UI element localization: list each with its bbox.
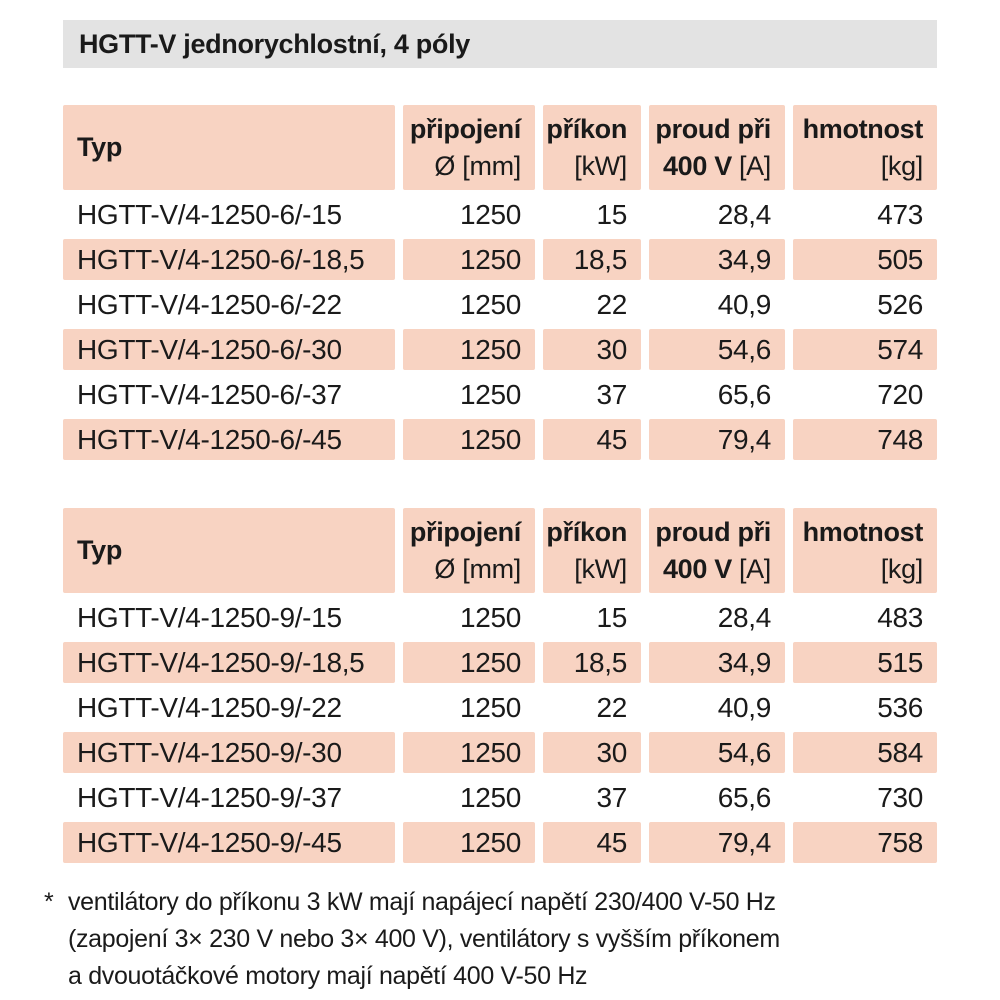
column-header-line1: hmotnost <box>802 113 923 144</box>
cell-current: 28,4 <box>717 602 771 633</box>
column-header-weight <box>793 105 937 190</box>
cell-diameter: 1250 <box>403 642 535 683</box>
cell-current: 34,9 <box>649 642 785 683</box>
column-header-line2: 400 V [A] <box>662 553 771 584</box>
column-header-line1: hmotnost <box>802 516 923 547</box>
cell-diameter: 1250 <box>459 379 521 410</box>
cell-diameter: 1250 <box>403 732 535 773</box>
column-header-line1: připojení <box>409 516 521 547</box>
cell-weight: 515 <box>793 642 937 683</box>
column-header-line1: proud při <box>655 113 771 144</box>
cell-diameter: 1250 <box>459 289 521 320</box>
cell-typ: HGTT-V/4-1250-6/-30 <box>63 329 395 370</box>
cell-current: 28,4 <box>717 199 771 230</box>
cell-weight: 483 <box>877 602 923 633</box>
column-header-line2: Ø [mm] <box>434 553 521 584</box>
cell-weight: 473 <box>877 199 923 230</box>
cell-power: 30 <box>543 732 641 773</box>
column-header-power <box>543 508 641 593</box>
footnote-line: a dvouotáčkové motory mají napětí 400 V-50 Hz <box>68 962 588 990</box>
cell-typ: HGTT-V/4-1250-6/-37 <box>77 379 342 410</box>
column-header-typ: Typ <box>63 105 395 190</box>
cell-diameter: 1250 <box>403 419 535 460</box>
cell-diameter: 1250 <box>403 329 535 370</box>
column-header-line1: příkon <box>546 113 627 144</box>
cell-weight: 536 <box>877 692 923 723</box>
cell-diameter: 1250 <box>459 602 521 633</box>
cell-power: 45 <box>543 419 641 460</box>
cell-typ: HGTT-V/4-1250-6/-18,5 <box>63 239 395 280</box>
cell-weight: 748 <box>793 419 937 460</box>
cell-power: 22 <box>596 289 627 320</box>
cell-weight: 574 <box>793 329 937 370</box>
column-header-line2: [kW] <box>574 150 627 181</box>
column-header-line2: [kW] <box>574 553 627 584</box>
column-header-line2: [kg] <box>880 150 923 181</box>
cell-diameter: 1250 <box>459 782 521 813</box>
page-title-bar <box>63 20 937 68</box>
page-title: HGTT-V jednorychlostní, 4 póly <box>79 28 470 59</box>
cell-weight: 584 <box>793 732 937 773</box>
cell-current: 40,9 <box>717 289 771 320</box>
spec-table-hgtt-v-1250-6 <box>63 105 937 460</box>
footnote-asterisk: * <box>44 888 54 916</box>
column-header-line1: proud při <box>655 516 771 547</box>
cell-diameter: 1250 <box>459 692 521 723</box>
cell-current: 34,9 <box>649 239 785 280</box>
cell-weight: 730 <box>877 782 923 813</box>
cell-power: 37 <box>596 782 627 813</box>
column-header-line2: [kg] <box>880 553 923 584</box>
cell-weight: 505 <box>793 239 937 280</box>
cell-typ: HGTT-V/4-1250-6/-15 <box>77 199 342 230</box>
cell-typ: HGTT-V/4-1250-9/-18,5 <box>63 642 395 683</box>
footnote <box>44 884 954 995</box>
column-header-line2: 400 V [A] <box>662 150 771 181</box>
column-header-line1: příkon <box>546 516 627 547</box>
cell-typ: HGTT-V/4-1250-9/-45 <box>63 822 395 863</box>
footnote-line: (zapojení 3× 230 V nebo 3× 400 V), ventilátory s vyšším příkonem <box>68 925 780 953</box>
column-header-connection-diameter <box>403 105 535 190</box>
column-header-line1: připojení <box>409 113 521 144</box>
cell-power: 18,5 <box>543 239 641 280</box>
cell-power: 45 <box>543 822 641 863</box>
cell-current: 65,6 <box>717 379 771 410</box>
cell-power: 15 <box>596 602 627 633</box>
cell-power: 37 <box>596 379 627 410</box>
cell-power: 15 <box>596 199 627 230</box>
cell-weight: 758 <box>793 822 937 863</box>
column-header-current-400v <box>649 105 785 190</box>
cell-typ: HGTT-V/4-1250-9/-30 <box>63 732 395 773</box>
cell-power: 18,5 <box>543 642 641 683</box>
column-header-current-400v <box>649 508 785 593</box>
cell-current: 54,6 <box>649 732 785 773</box>
cell-typ: HGTT-V/4-1250-6/-22 <box>77 289 342 320</box>
cell-current: 40,9 <box>717 692 771 723</box>
cell-current: 79,4 <box>649 822 785 863</box>
column-header-power <box>543 105 641 190</box>
column-header-connection-diameter <box>403 508 535 593</box>
cell-typ: HGTT-V/4-1250-9/-37 <box>77 782 342 813</box>
column-header-weight <box>793 508 937 593</box>
cell-diameter: 1250 <box>459 199 521 230</box>
column-header-line2: Ø [mm] <box>434 150 521 181</box>
cell-typ: HGTT-V/4-1250-9/-15 <box>77 602 342 633</box>
cell-current: 54,6 <box>649 329 785 370</box>
spec-table-hgtt-v-1250-9 <box>63 508 937 863</box>
cell-power: 30 <box>543 329 641 370</box>
cell-typ: HGTT-V/4-1250-9/-22 <box>77 692 342 723</box>
cell-power: 22 <box>596 692 627 723</box>
cell-diameter: 1250 <box>403 822 535 863</box>
cell-weight: 720 <box>877 379 923 410</box>
cell-diameter: 1250 <box>403 239 535 280</box>
cell-current: 79,4 <box>649 419 785 460</box>
cell-typ: HGTT-V/4-1250-6/-45 <box>63 419 395 460</box>
cell-weight: 526 <box>877 289 923 320</box>
column-header-typ: Typ <box>63 508 395 593</box>
footnote-text: ventilátory do příkonu 3 kW mají napájecí napětí 230/400 V-50 Hz <box>68 888 776 916</box>
cell-current: 65,6 <box>717 782 771 813</box>
footnote-line <box>44 884 954 921</box>
